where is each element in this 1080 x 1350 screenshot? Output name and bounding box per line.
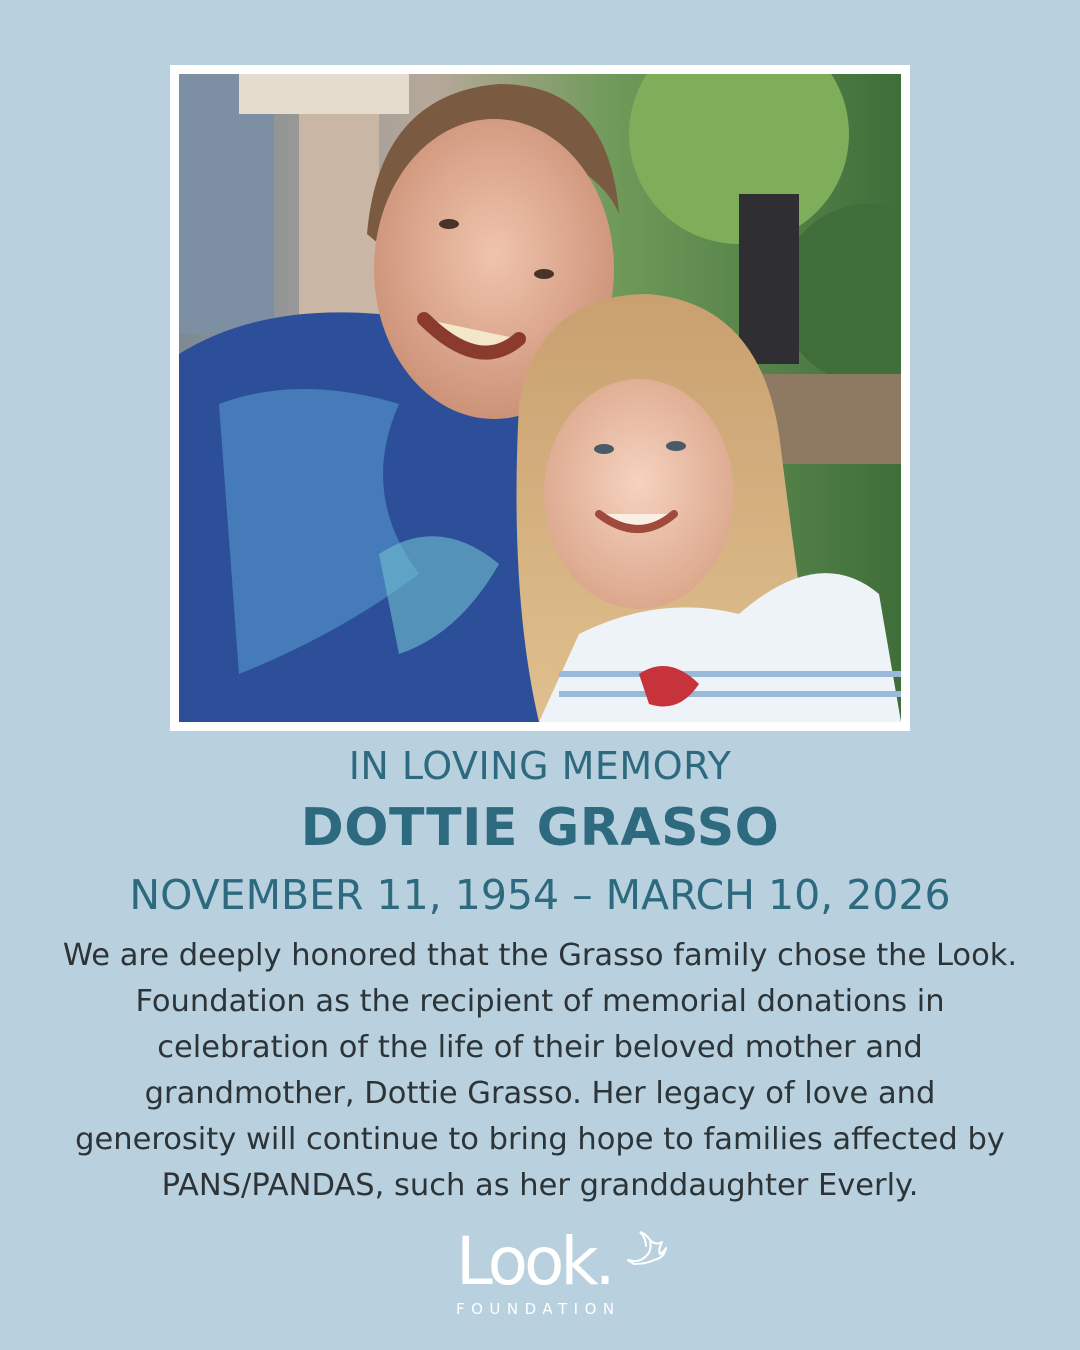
logo-subtitle: FOUNDATION <box>456 1300 621 1318</box>
woman-eye-right <box>534 269 554 279</box>
background-umbrella <box>239 74 409 114</box>
background-person-right <box>739 194 799 364</box>
woman-eye-left <box>439 219 459 229</box>
girl-face <box>544 379 734 609</box>
girl-eye-left <box>594 444 614 454</box>
look-foundation-logo <box>440 1223 680 1326</box>
memorial-photo <box>179 74 901 722</box>
memorial-photo-frame <box>170 65 910 731</box>
memory-heading: IN LOVING MEMORY <box>348 744 732 788</box>
life-dates: NOVEMBER 11, 1954 – MARCH 10, 2026 <box>129 871 951 919</box>
person-name: DOTTIE GRASSO <box>300 798 780 858</box>
bird-icon <box>626 1230 668 1270</box>
girl-eye-right <box>666 441 686 451</box>
background-pillars <box>299 114 379 314</box>
tribute-message: We are deeply honored that the Grasso family chose the Look. Foundation as the recipient of memorial donations in celebration of the life of their beloved mother and grandmother, Dottie Grasso. Her legacy of love and generosity will continue to bring hope to families affected by PANS/PANDAS, such as her granddaughter Everly. <box>62 938 1018 1203</box>
logo-wordmark: Look. <box>456 1223 612 1300</box>
